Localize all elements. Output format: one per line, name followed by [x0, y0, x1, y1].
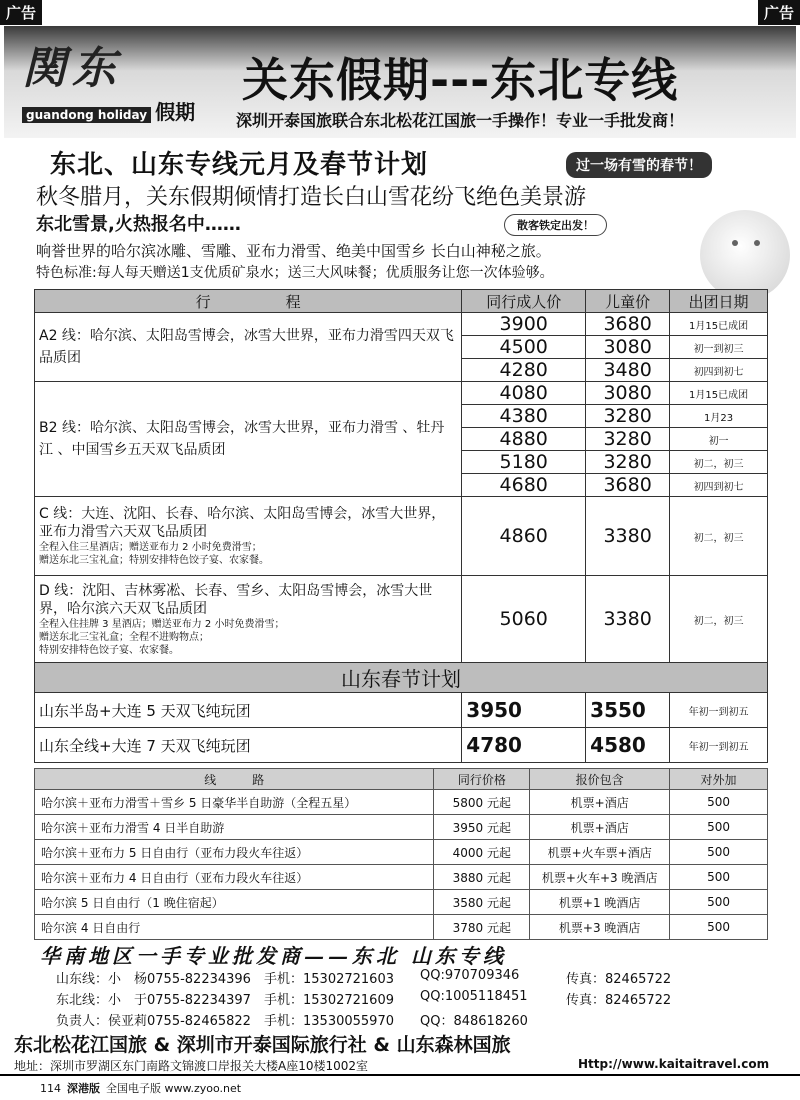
adult-price: 4780	[462, 728, 586, 763]
departure-date: 1月23	[670, 405, 768, 428]
departure-date: 初四到初七	[670, 359, 768, 382]
intro-line-1: 秋冬腊月，关东假期倾情打造长白山雪花纷飞绝色美景游	[36, 185, 587, 210]
col-adult-price: 同行成人价	[462, 290, 586, 313]
shandong-route: 山东全线+大连 7 天双飞纯玩团	[35, 728, 462, 763]
intro-line-4: 特色标准:每人每天赠送1支优质矿泉水；送三大风味餐；优质服务让您一次体验够。	[36, 265, 554, 281]
route-c-note-1: 全程入住三星酒店；赠送亚布力 2 小时免费滑雪；	[39, 542, 262, 553]
col-route: 行 程	[35, 290, 462, 313]
northeast-tour-table	[34, 289, 768, 763]
child-price: 3380	[586, 576, 670, 663]
departure-date: 初二，初三	[670, 451, 768, 474]
page-subtitle: 深圳开泰国旅联合东北松花江国旅一手操作！专业一手批发商！	[236, 111, 685, 130]
route-d-note-1: 全程入住挂牌 3 星酒店；赠送亚布力 2 小时免费滑雪；	[39, 618, 285, 630]
col-child-price: 儿童价	[586, 290, 670, 313]
contact-row	[56, 1010, 716, 1031]
footer-site: 全国电子版 www.zyoo.net	[106, 1082, 242, 1095]
table-row	[35, 497, 768, 576]
includes-cell: 机票+1 晚酒店	[530, 890, 670, 915]
price-cell: 5800 元起	[434, 790, 530, 815]
route-a2: A2 线：哈尔滨、太阳岛雪博会，冰雪大世界，亚布力滑雪四天双飞品质团	[35, 313, 462, 382]
contact-line: 负责人：侯亚莉0755-82465822	[56, 1014, 251, 1029]
footer-divider	[0, 1074, 800, 1076]
contact-row	[56, 989, 716, 1010]
price-cell: 4000 元起	[434, 840, 530, 865]
table-row	[35, 382, 768, 405]
wholesaler-slogan: 华南地区一手专业批发商——东北 山东专线	[40, 944, 507, 968]
shandong-section-title: 山东春节计划	[35, 663, 768, 693]
table-row	[35, 790, 768, 815]
snowman-decoration	[700, 210, 790, 300]
route-cell: 哈尔滨 5 日自由行（1 晚住宿起）	[35, 890, 434, 915]
includes-cell: 机票+3 晚酒店	[530, 915, 670, 940]
route-d-text: D 线：沈阳、吉林雾凇、长春、雪乡、太阳岛雪博会，冰雪大世界，哈尔滨六天双飞品质团	[39, 582, 433, 617]
adult-price: 4500	[462, 336, 586, 359]
contact-list	[56, 968, 716, 1031]
route-cell: 哈尔滨＋亚布力 4 日自由行（亚布力段火车往返）	[35, 865, 434, 890]
departure-date: 1月15已成团	[670, 313, 768, 336]
table-row	[35, 915, 768, 940]
extra-cell: 500	[670, 840, 768, 865]
adult-price: 5060	[462, 576, 586, 663]
child-price: 3080	[586, 382, 670, 405]
contact-qq: QQ：848618260	[420, 1014, 528, 1029]
child-price: 3550	[586, 693, 670, 728]
ad-label-right: 广告	[758, 0, 800, 25]
adult-price: 4880	[462, 428, 586, 451]
route-cell: 哈尔滨＋亚布力滑雪 4 日半自助游	[35, 815, 434, 840]
intro-line-2: 东北雪景,火热报名中……	[36, 214, 241, 235]
contact-fax	[566, 1010, 716, 1031]
contact-mobile: 手机：15302721603	[264, 972, 394, 987]
extra-cell: 500	[670, 865, 768, 890]
child-price: 3380	[586, 497, 670, 576]
adult-price: 4080	[462, 382, 586, 405]
route-d-note-3: 特别安排特色饺子宴、农家餐。	[39, 644, 179, 656]
table-row	[35, 840, 768, 865]
adult-price: 5180	[462, 451, 586, 474]
departure-date: 年初一到初五	[670, 728, 768, 763]
page-title: 关东假期---东北专线	[242, 53, 679, 107]
child-price: 3280	[586, 428, 670, 451]
col-extra: 对外加	[670, 769, 768, 790]
contact-mobile: 手机：15302721609	[264, 993, 394, 1008]
includes-cell: 机票+火车+3 晚酒店	[530, 865, 670, 890]
departure-date: 初四到初七	[670, 474, 768, 497]
col-departure: 出团日期	[670, 290, 768, 313]
contact-qq: QQ:1005118451	[420, 989, 528, 1004]
includes-cell: 机票+酒店	[530, 790, 670, 815]
departure-date: 初二，初三	[670, 497, 768, 576]
route-d	[35, 576, 462, 663]
address: 地址：深圳市罗湖区东门南路文锦渡口岸报关大楼A座10楼1002室	[14, 1059, 369, 1073]
ad-label-left: 广告	[0, 0, 42, 25]
edition-label: 深港版	[67, 1082, 100, 1095]
price-cell: 3950 元起	[434, 815, 530, 840]
price-cell: 3880 元起	[434, 865, 530, 890]
contact-row	[56, 968, 716, 989]
logo-cn: 假期	[155, 100, 196, 124]
child-price: 4580	[586, 728, 670, 763]
departure-date: 初二，初三	[670, 576, 768, 663]
page-number: 114	[40, 1082, 61, 1095]
child-price: 3280	[586, 451, 670, 474]
departure-date: 初一到初三	[670, 336, 768, 359]
child-price: 3680	[586, 313, 670, 336]
route-c	[35, 497, 462, 576]
departure-date: 年初一到初五	[670, 693, 768, 728]
adult-price: 4280	[462, 359, 586, 382]
adult-price: 3900	[462, 313, 586, 336]
agency-names: 东北松花江国旅 & 深圳市开泰国际旅行社 & 山东森林国旅	[14, 1034, 511, 1056]
adult-price: 4860	[462, 497, 586, 576]
route-c-note-2: 赠送东北三宝礼盒；特别安排特色饺子宴、农家餐。	[39, 555, 269, 566]
page-footer	[40, 1080, 241, 1096]
price-cell: 3580 元起	[434, 890, 530, 915]
route-cell: 哈尔滨＋亚布力 5 日自由行（亚布力段火车往返）	[35, 840, 434, 865]
route-c-text: C 线：大连、沈阳、长春、哈尔滨、太阳岛雪博会，冰雪大世界，亚布力滑雪六天双飞品质团	[39, 506, 446, 540]
child-price: 3280	[586, 405, 670, 428]
contact-qq: QQ:970709346	[420, 968, 520, 983]
table-row	[35, 693, 768, 728]
logo-en: guandong holiday	[22, 107, 151, 123]
contact-line: 山东线：小 杨0755-82234396	[56, 972, 251, 987]
table-row	[35, 728, 768, 763]
route-cell: 哈尔滨 4 日自由行	[35, 915, 434, 940]
website-link[interactable]: Http://www.kaitaitravel.com	[578, 1057, 770, 1071]
guaranteed-departure-bubble: 散客铁定出发！	[504, 214, 607, 236]
contact-fax: 传真：82465722	[566, 993, 672, 1008]
slogan-badge: 过一场有雪的春节！	[566, 152, 712, 178]
includes-cell: 机票+火车票+酒店	[530, 840, 670, 865]
free-travel-table	[34, 768, 768, 940]
route-b2: B2 线：哈尔滨、太阳岛雪博会，冰雪大世界，亚布力滑雪 、牡丹江 、中国雪乡五天双飞品质团	[35, 382, 462, 497]
price-cell: 3780 元起	[434, 915, 530, 940]
extra-cell: 500	[670, 815, 768, 840]
logo	[22, 32, 202, 122]
plan-title: 东北、山东专线元月及春节计划	[50, 150, 429, 180]
col-price: 同行价格	[434, 769, 530, 790]
adult-price: 3950	[462, 693, 586, 728]
col-route: 线 路	[35, 769, 434, 790]
adult-price: 4380	[462, 405, 586, 428]
table-row	[35, 890, 768, 915]
route-d-note-2: 赠送东北三宝礼盒；全程不进购物点；	[39, 631, 209, 643]
logo-mark: 関东	[22, 43, 122, 94]
contact-fax: 传真：82465722	[566, 972, 672, 987]
intro-line-3: 响誉世界的哈尔滨冰雕、雪雕、亚布力滑雪、绝美中国雪乡 长白山神秘之旅。	[36, 242, 551, 260]
departure-date: 初一	[670, 428, 768, 451]
table-row	[35, 865, 768, 890]
contact-mobile: 手机：13530055970	[264, 1014, 394, 1029]
contact-line: 东北线：小 于0755-82234397	[56, 993, 251, 1008]
route-cell: 哈尔滨＋亚布力滑雪＋雪乡 5 日豪华半自助游（全程五星）	[35, 790, 434, 815]
includes-cell: 机票+酒店	[530, 815, 670, 840]
extra-cell: 500	[670, 915, 768, 940]
child-price: 3680	[586, 474, 670, 497]
departure-date: 1月15已成团	[670, 382, 768, 405]
adult-price: 4680	[462, 474, 586, 497]
table-row	[35, 576, 768, 663]
table-row	[35, 815, 768, 840]
table-row	[35, 313, 768, 336]
child-price: 3480	[586, 359, 670, 382]
extra-cell: 500	[670, 790, 768, 815]
child-price: 3080	[586, 336, 670, 359]
header-banner	[4, 26, 796, 138]
extra-cell: 500	[670, 890, 768, 915]
shandong-route: 山东半岛+大连 5 天双飞纯玩团	[35, 693, 462, 728]
col-includes: 报价包含	[530, 769, 670, 790]
